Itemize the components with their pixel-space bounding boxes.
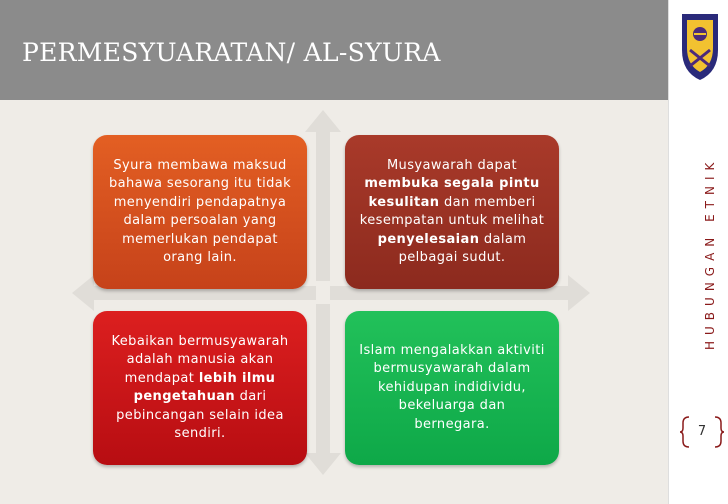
islam-encourages-box (345, 311, 559, 465)
box-text (359, 157, 545, 268)
emphasis-text: membuka segala pintu kesulitan (364, 176, 540, 210)
arrow-down-icon (305, 304, 341, 475)
box-text (107, 157, 293, 268)
body-text: dari pebincangan selain idea sendiri. (116, 389, 284, 441)
musyawarah-benefit-box (345, 135, 559, 289)
side-label: HUBUNGAN ETNIK (703, 156, 717, 350)
body-text: Syura membawa maksud bahawa sesorang itu tidak menyendiri pendapatnya dalam persoalan yang memerlukan pendapat orang lain. (108, 157, 292, 265)
box-text (359, 342, 545, 435)
university-crest-logo (678, 10, 722, 82)
body-text: Musyawarah dapat (386, 157, 518, 173)
box-text (107, 333, 293, 444)
arrow-up-icon (305, 110, 341, 281)
knowledge-benefit-box (93, 311, 307, 465)
emphasis-text: lebih ilmu pengetahuan (133, 370, 276, 404)
emphasis-text: penyelesaian (377, 231, 480, 247)
page-number-badge (680, 415, 724, 449)
slide-title: PERMESYUARATAN/ AL-SYURA (22, 38, 441, 67)
body-text: dan memberi kesempatan untuk melihat (359, 194, 545, 228)
page-number: 7 (697, 424, 707, 439)
body-text: Islam mengalakkan aktiviti bermusyawarah dalam kehidupan indidividu, bekeluarga dan bernegara. (359, 342, 545, 432)
syura-definition-box (93, 135, 307, 289)
body-text: dalam pelbagai sudut. (398, 231, 527, 265)
body-text: Kebaikan bermusyawarah adalah manusia akan mendapat (111, 333, 289, 386)
